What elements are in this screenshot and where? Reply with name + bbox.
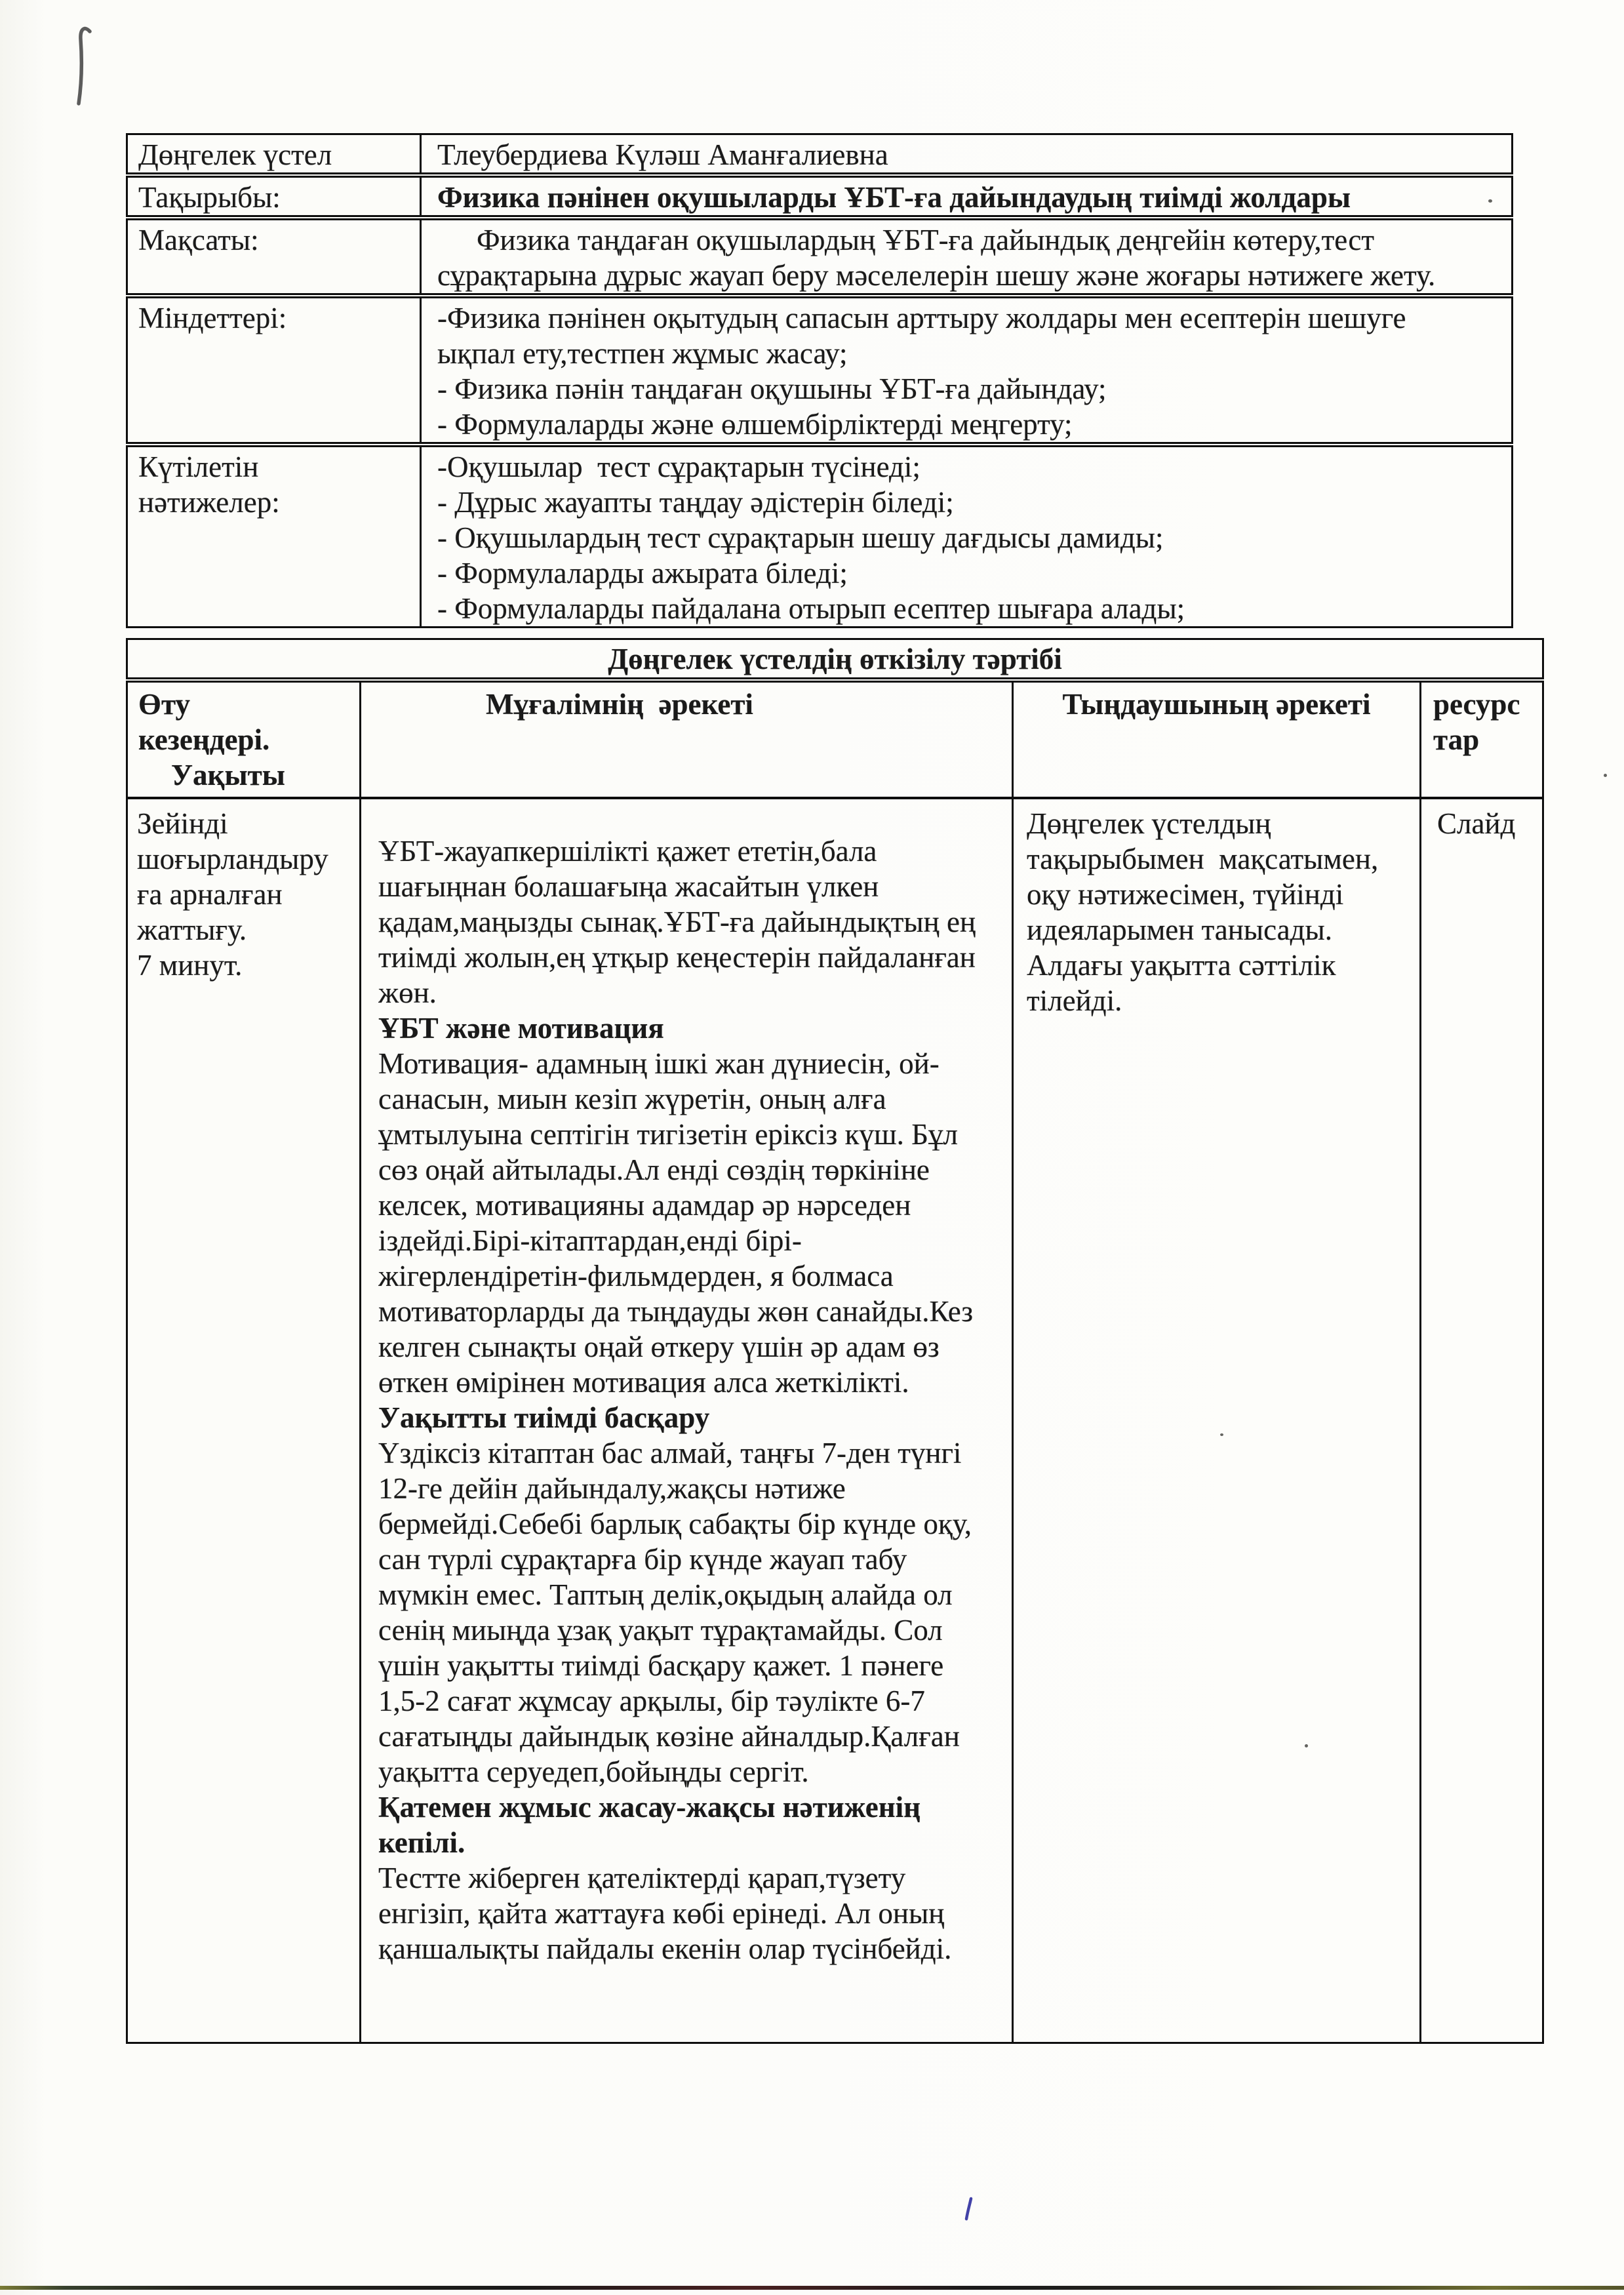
row-value (421, 445, 1513, 628)
teacher-activity-text (378, 833, 995, 1966)
table-row (127, 798, 1543, 2043)
text-line: -Оқушылар тест сұрақтарын түсінеді; (437, 450, 921, 483)
table-row (127, 218, 1513, 296)
listener-activity-cell: Дөңгелек үстелдың тақырыбымен мақсатымен, оқу нәтижесімен, түйінді идеяларымен танысады. Алдағы уақытта сәттілік тілейді. (1013, 798, 1421, 2043)
text-line: - Физика пәнін таңдаған оқушыны ҰБТ-ға дайындау; (437, 372, 1107, 405)
column-header-stage (127, 680, 361, 798)
text-line: тар (1433, 723, 1480, 756)
teacher-activity-cell (361, 798, 1013, 2043)
row-label: Дөңгелек үстел (127, 134, 421, 176)
text-line: -Физика пәнінен оқытудың сапасын арттыру жолдары мен есептерін шешуге (437, 302, 1406, 334)
text-line: 7 минут. (137, 949, 243, 982)
text-line: ға арналған (137, 878, 283, 911)
table-row (127, 445, 1513, 628)
table-row (127, 134, 1513, 176)
text-line: нәтижелер: (138, 486, 280, 519)
table-header-row (127, 680, 1543, 798)
paragraph: Тестте жіберген қателіктерді қарап,түзету енгізіп, қайта жаттауға көбі ерінеді. Ал оның қаншалықты пайдалы екенін олар түсінбейді. (378, 1862, 952, 1965)
text-line: Зейінді (137, 807, 228, 840)
row-label (127, 445, 421, 628)
lesson-info-table (126, 133, 1513, 628)
resources-cell: Слайд (1421, 798, 1543, 2043)
stage-cell (127, 798, 361, 2043)
column-header-resources (1421, 680, 1543, 798)
scan-speck (1488, 199, 1492, 203)
text-line: Өту (138, 688, 191, 721)
text-line: - Дұрыс жауапты таңдау әдістерін біледі; (437, 486, 954, 519)
text-line: сұрақтарына дұрыс жауап беру мәселелерін шешу және жоғары нәтижеге жету. (437, 259, 1436, 292)
pen-stroke-artifact (68, 24, 100, 112)
table-row (127, 296, 1513, 445)
row-value: Физика пәнінен оқушыларды ҰБТ-ға дайындаудың тиімді жолдары (421, 175, 1513, 218)
scan-speck (1604, 774, 1607, 777)
blue-ink-mark-artifact (964, 2197, 974, 2222)
text-line: - Формулаларды ажырата біледі; (437, 557, 848, 589)
row-value (421, 296, 1513, 445)
text-line: ықпал ету,тестпен жұмыс жасау; (437, 337, 848, 370)
column-header-listener: Тыңдаушының әрекеті (1013, 680, 1421, 798)
row-label: Мақсаты: (127, 218, 421, 296)
row-value: Тлеубердиева Күләш Аманғалиевна (421, 134, 1513, 176)
row-value (421, 218, 1513, 296)
procedure-table (126, 638, 1544, 2044)
text-line: Уақыты (171, 759, 285, 791)
text-line: шоғырландыру (137, 843, 328, 875)
text-line: ресурс (1433, 688, 1520, 721)
paragraph: Мотивация- адамның ішкі жан дүниесін, ой-санасын, миын кезіп жүретін, оның алға ұмтылуына септігін тигізетін еріксіз күш. Бұл сөз оңай айтылады.Ал енді сөздің төркініне келсек, мотивацияны адамдар әр нәрседен іздейді.Бірі-кітаптардан,енді бірі-жігерлендіретін-фильмдерден, я болмаса мотиваторларды да тыңдауды жөн санайды.Кез келген сынақты оңай өткеру үшін әр адам өз өткен өмірінен мотивация алса жеткілікті. (378, 1047, 974, 1399)
text-line: Күтілетін (138, 450, 259, 483)
paragraph: Үздіксіз кітаптан бас алмай, таңғы 7-ден түнгі 12-ге дейін дайындалу,жақсы нәтиже бермейді.Себебі барлық сабақты бір күнде оқу, сан түрлі сұрақтарға бір күнде жауап табу мүмкін емес. Таптың делік,оқыдың алайда ол сенің миыңда ұзақ уақыт тұрақтамайды. Сол үшін уақытты тиімді басқару қажет. 1 пәнеге 1,5-2 сағат жұмсау арқылы, бір тәулікте 6-7 сағатыңды дайындық көзіне айналдыр.Қалған уақытта серуедеп,бойыңды сергіт. (378, 1437, 972, 1788)
text-line: - Формулаларды және өлшембірліктерді меңгерту; (437, 408, 1073, 441)
subheading: ҰБТ және мотивация (378, 1012, 664, 1045)
text-line: кезеңдері. (138, 723, 270, 756)
paragraph: ҰБТ-жауапкершілікті қажет ететін,бала шағыңнан болашағыңа жасайтын үлкен қадам,маңызды сынақ.ҰБТ-ға дайындықтың ең тиімді жолын,ең ұтқыр кеңестерін пайдаланған жөн. (378, 835, 976, 1009)
procedure-table-title: Дөңгелек үстелдің өткізілу тәртібі (127, 639, 1543, 681)
text-line: - Оқушылардың тест сұрақтарын шешу дағдысы дамиды; (437, 521, 1164, 554)
scan-speck (1220, 1433, 1223, 1436)
table-row (127, 175, 1513, 218)
table-title-row (127, 639, 1543, 681)
scan-speck (1305, 1744, 1308, 1747)
text-line: - Формулаларды пайдалана отырып есептер шығара алады; (437, 592, 1185, 625)
subheading: Уақытты тиімді басқару (378, 1401, 710, 1434)
subheading: Қатемен жұмыс жасау-жақсы нәтиженің кепілі. (378, 1791, 921, 1859)
row-label: Тақырыбы: (127, 175, 421, 218)
row-label: Міндеттері: (127, 296, 421, 445)
text-line: Физика таңдаған оқушылардың ҰБТ-ға дайындық деңгейін көтеру,тест (477, 224, 1375, 256)
scanner-edge-line (0, 2286, 1624, 2290)
text-line: жаттығу. (137, 913, 247, 946)
column-header-teacher: Мұғалімнің әрекеті (361, 680, 1013, 798)
